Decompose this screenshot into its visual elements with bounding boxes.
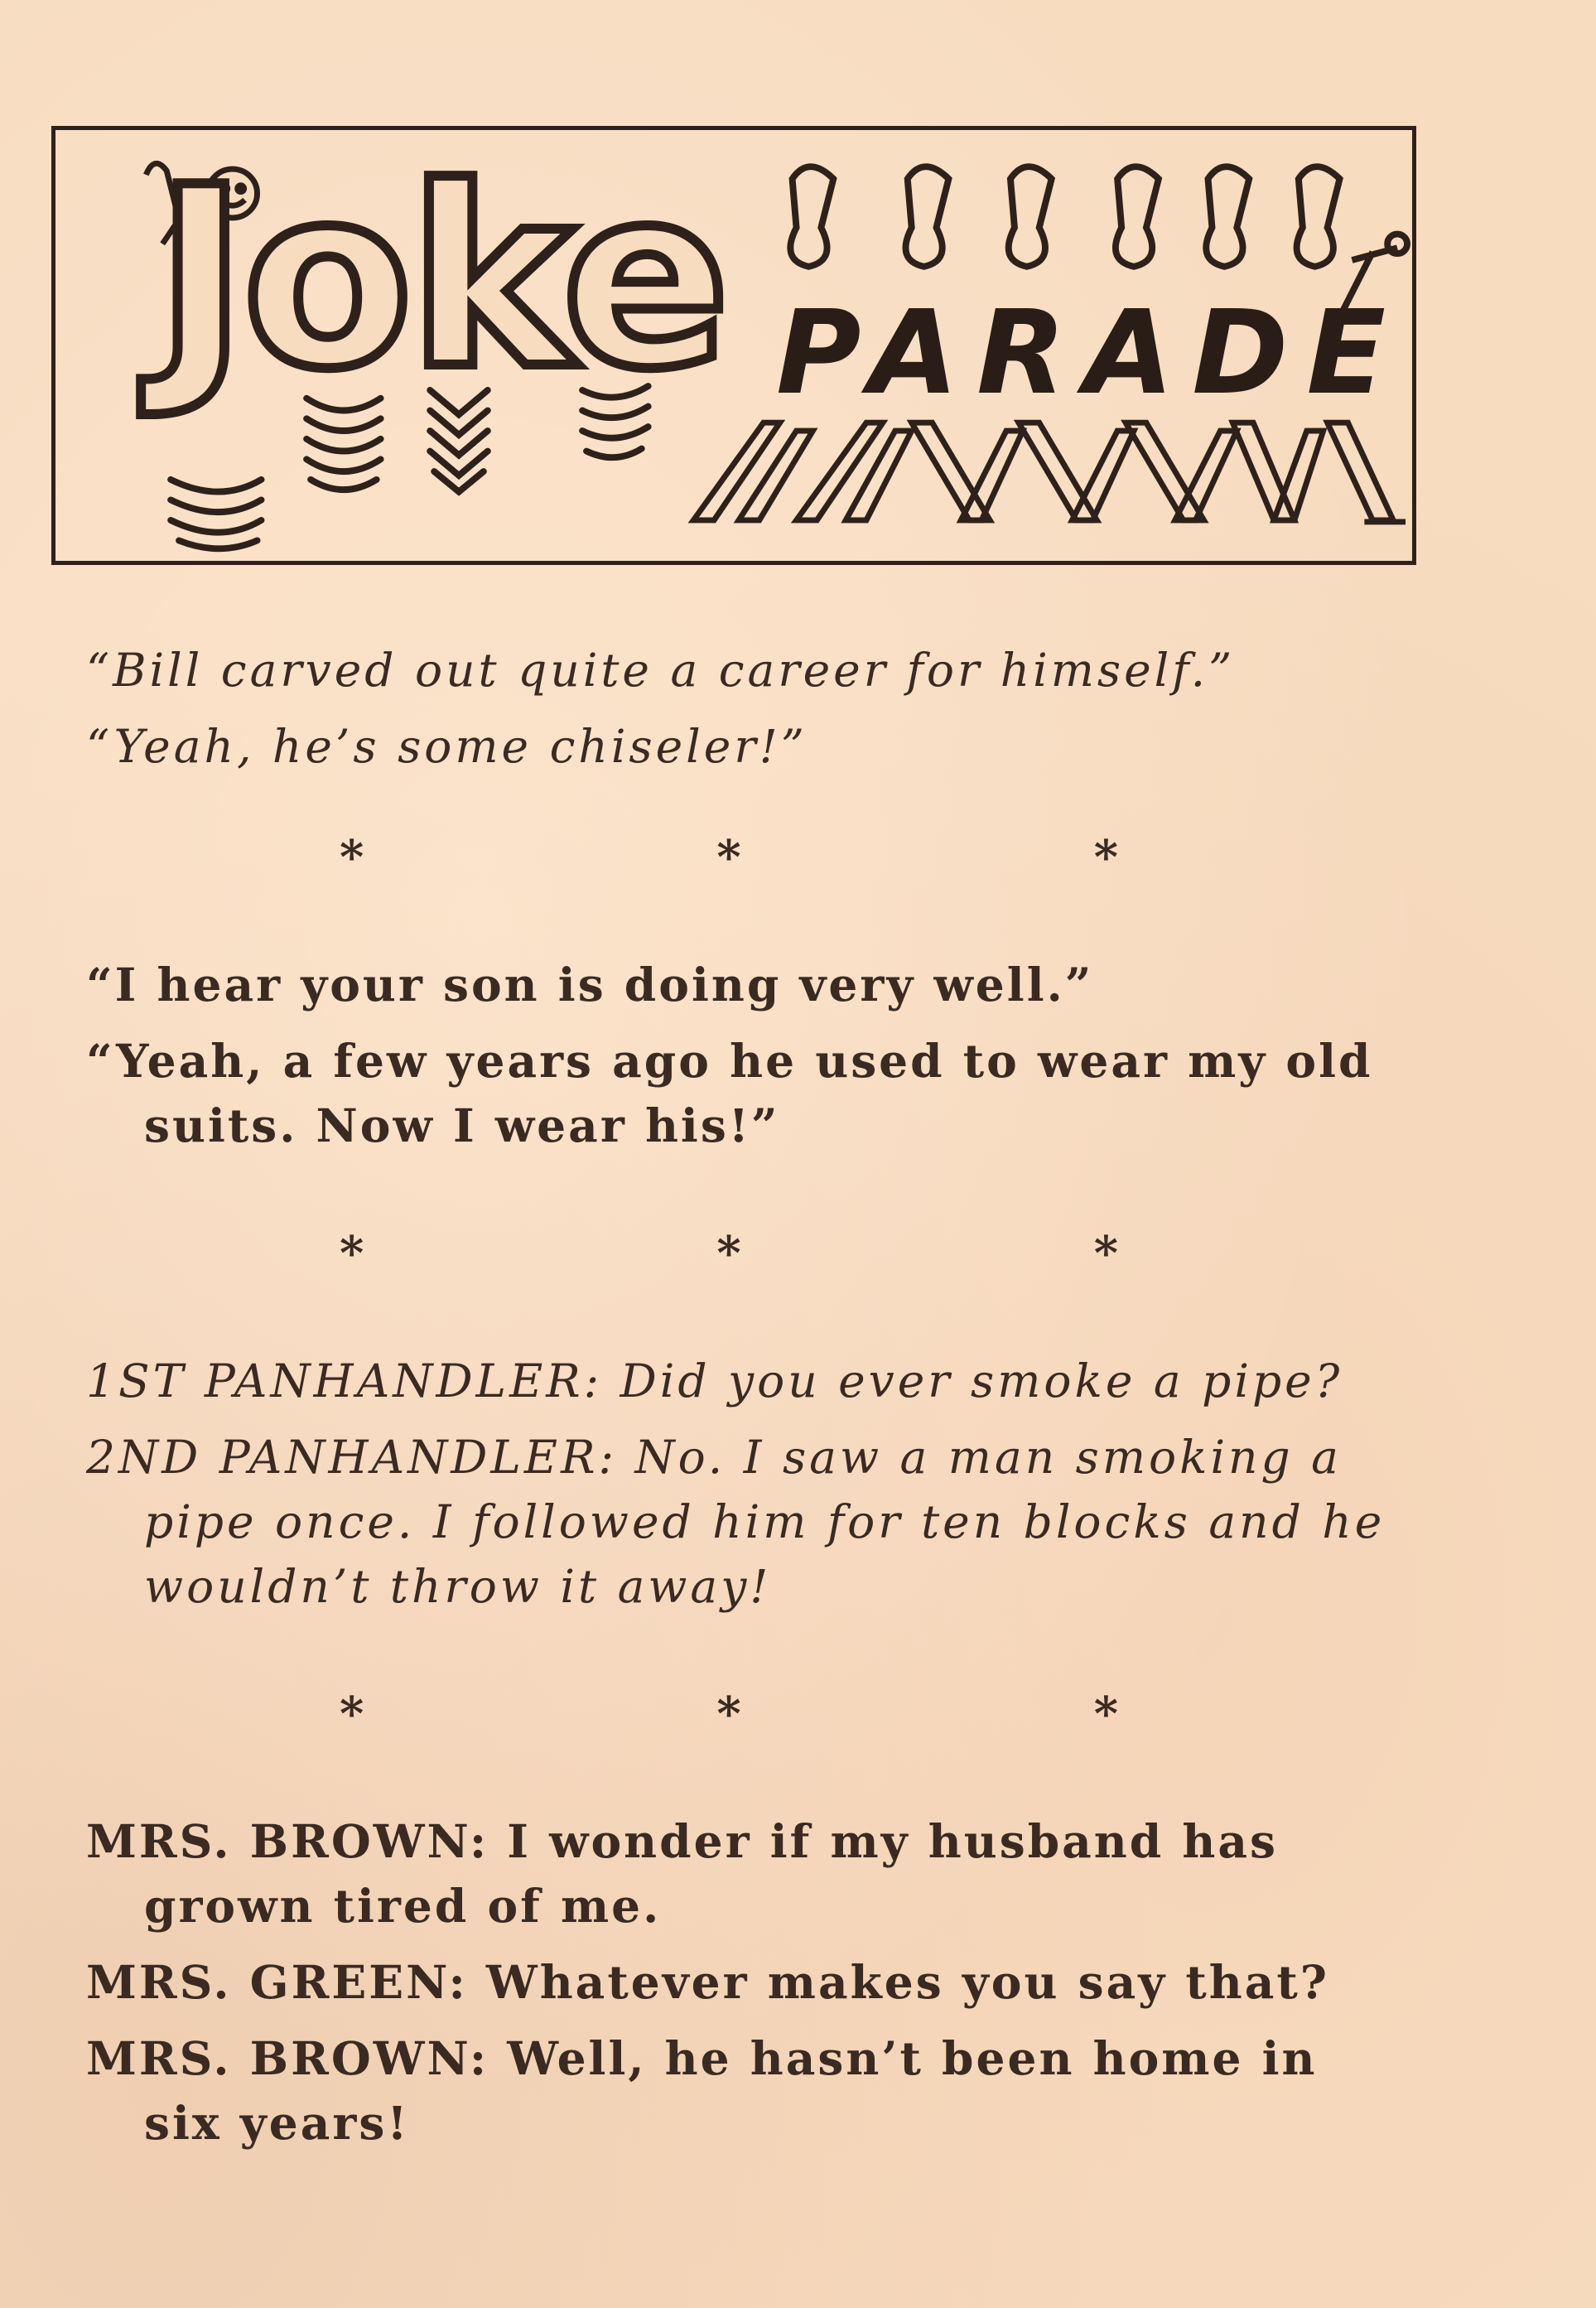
separator-star: * bbox=[340, 830, 364, 885]
separator-star: * bbox=[716, 1687, 741, 1741]
joke-line: “I hear your son is doing very well.” bbox=[86, 958, 1094, 1012]
joke-line: MRS. GREEN: Whatever makes you say that? bbox=[86, 1955, 1329, 2009]
joke-parade-banner bbox=[51, 126, 1416, 565]
separator-star: * bbox=[1093, 830, 1118, 885]
parade-legs-icon bbox=[693, 422, 1406, 522]
logo-parade: PARADE bbox=[776, 286, 1405, 421]
separator-star: * bbox=[340, 1226, 364, 1281]
joke-line: “Yeah, he’s some chiseler!” bbox=[86, 720, 808, 773]
separator bbox=[340, 1685, 1118, 1743]
separator-star: * bbox=[340, 1687, 364, 1741]
separator-star: * bbox=[716, 830, 741, 885]
separator bbox=[340, 828, 1118, 886]
joke-list bbox=[86, 638, 1386, 2156]
separator-star: * bbox=[1093, 1226, 1118, 1281]
joke-3 bbox=[86, 1349, 1386, 1619]
joke-line: “Yeah, a few years ago he used to wear my old suits. Now I wear his!” bbox=[86, 1034, 1373, 1152]
joke-line: 2ND PANHANDLER: No. I saw a man smoking a pipe once. I followed him for ten blocks and he wouldn’t throw it away! bbox=[86, 1431, 1386, 1613]
joke-2 bbox=[86, 953, 1386, 1158]
joke-line: MRS. BROWN: Well, he hasn’t been home in six years! bbox=[86, 2031, 1318, 2150]
joke-line: MRS. BROWN: I wonder if my husband has grown tired of me. bbox=[86, 1814, 1278, 1933]
logo-joke: Joke bbox=[155, 134, 726, 423]
separator bbox=[340, 1224, 1118, 1282]
joke-line: “Bill carved out quite a career for himself.” bbox=[86, 644, 1236, 697]
separator-star: * bbox=[716, 1226, 741, 1281]
joke-1 bbox=[86, 638, 1386, 779]
joke-4 bbox=[86, 1809, 1386, 2156]
separator-star: * bbox=[1093, 1687, 1118, 1741]
joke-line: 1ST PANHANDLER: Did you ever smoke a pipe? bbox=[86, 1354, 1343, 1407]
